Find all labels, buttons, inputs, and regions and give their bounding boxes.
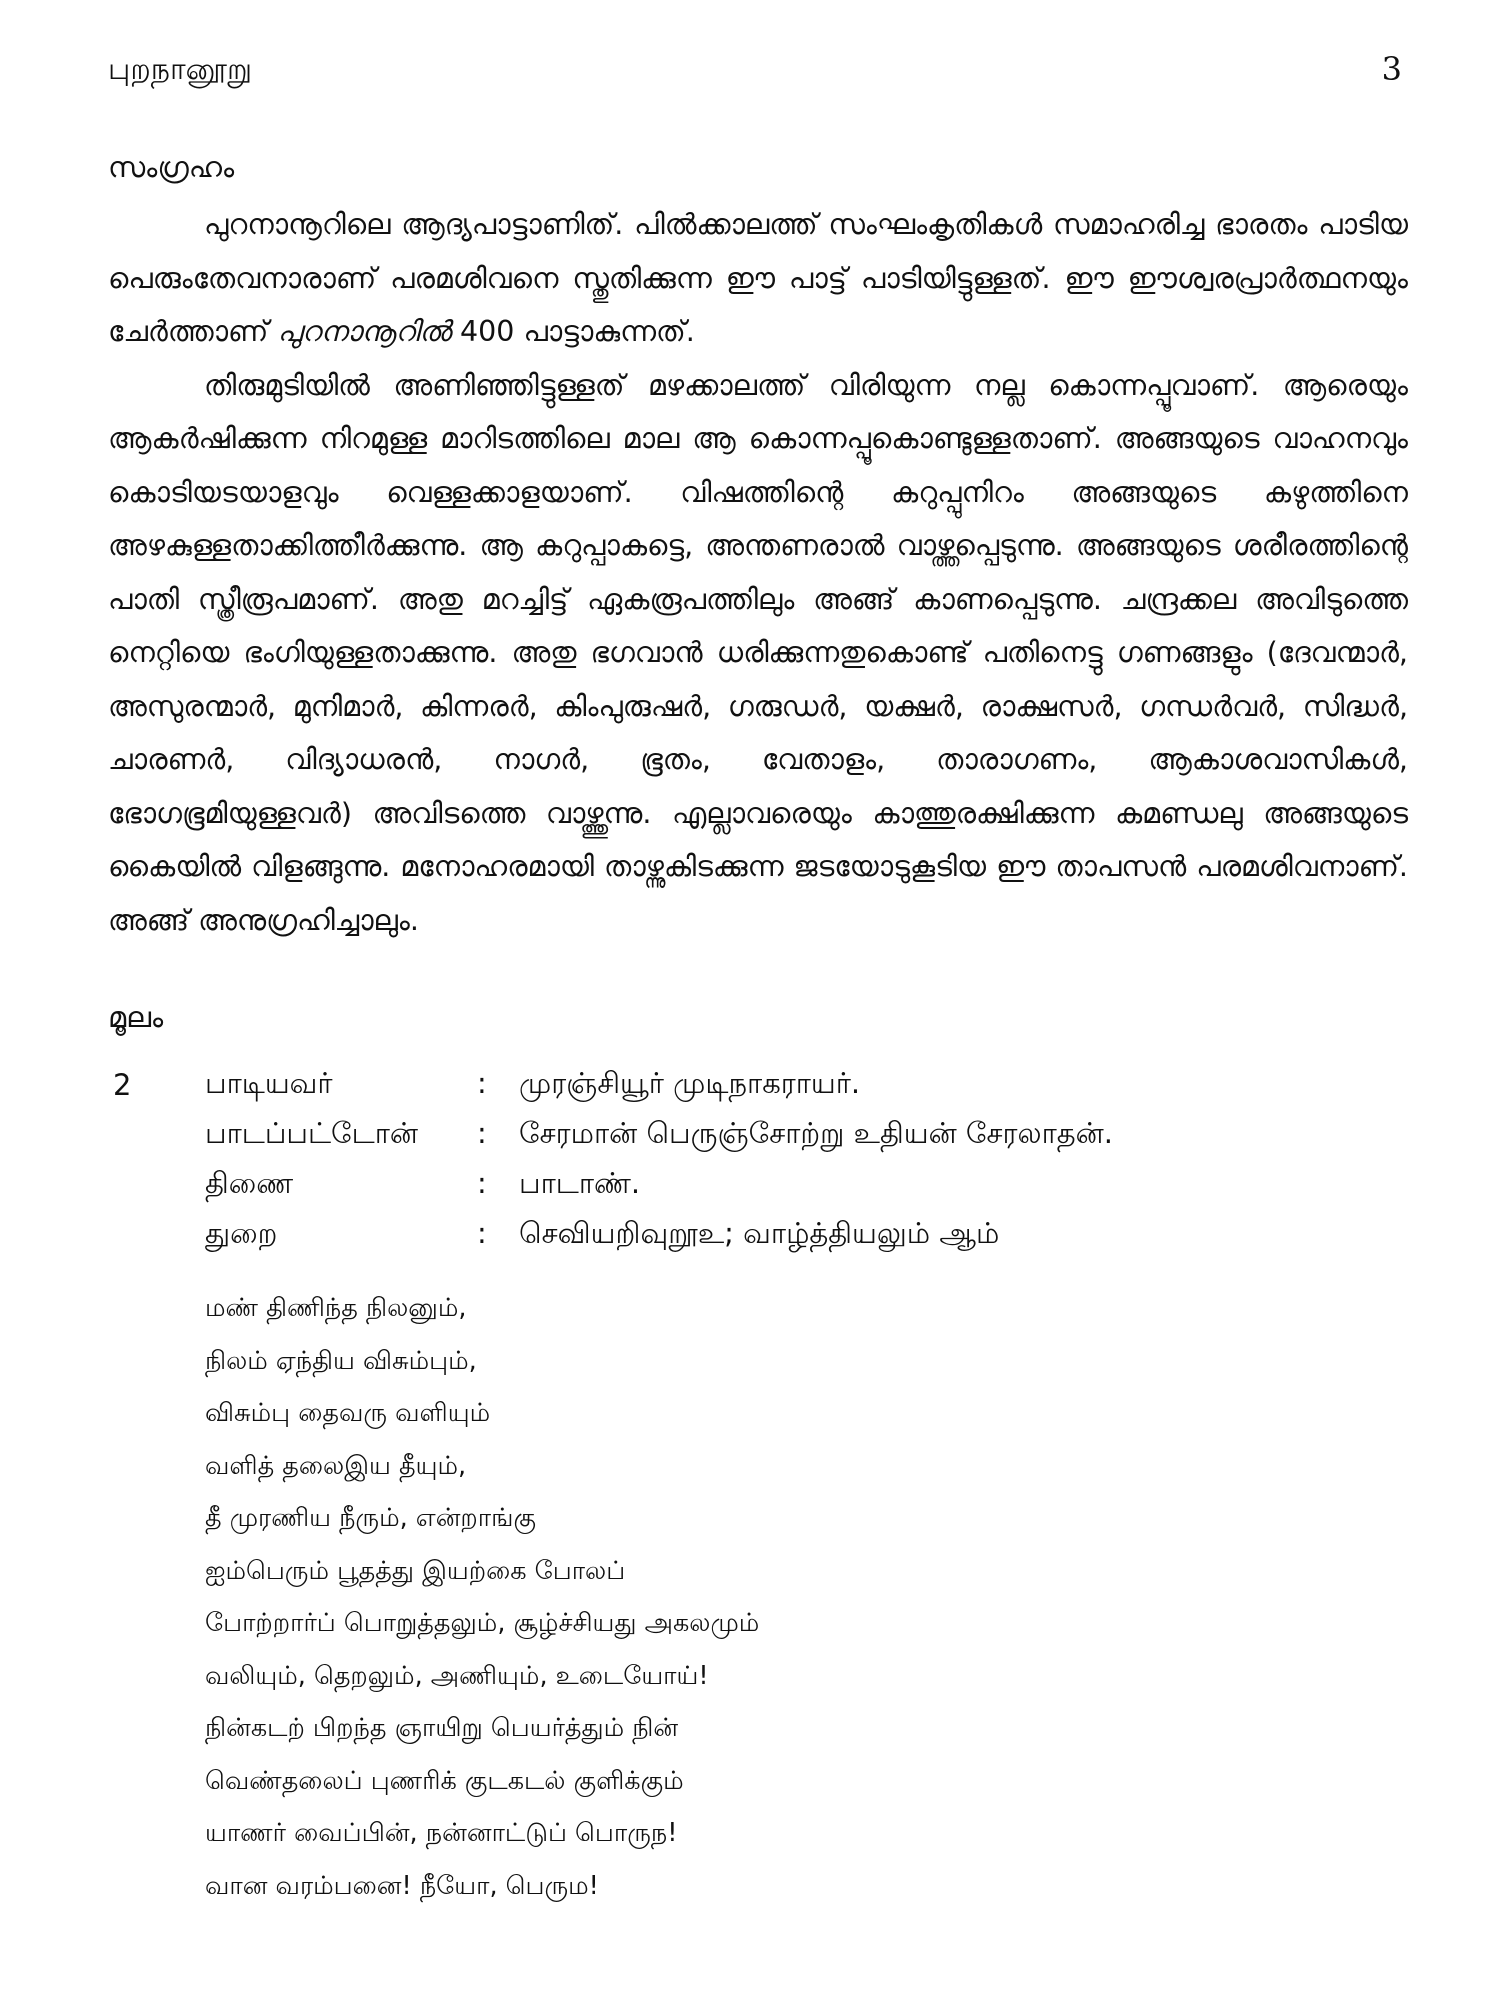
meta-separator: : xyxy=(477,1216,487,1250)
running-head: புறநானூறு xyxy=(108,52,253,87)
summary-p1-text-b: 400 പാട്ടാകുന്നത്. xyxy=(450,315,695,348)
page-number: 3 xyxy=(1381,50,1402,88)
poem-line: மண் திணிந்த நிலனும், xyxy=(205,1293,467,1323)
summary-p1-text-a: പുറനാനൂറിലെ ആദ്യപാട്ടാണിത്. പിൽക്കാലത്ത് സംഘംകൃതികൾ സമാഹരിച്ച ഭാരതം പാടിയ പെരുംതേവനാരാണ് പരമശിവനെ സ്തുതിക്കുന്ന ഈ പാട്ട് പാടിയിട്ടുള്ളത്. ഈ ഈശ്വരപ്രാർത്ഥനയും ചേർത്താണ് xyxy=(108,208,1408,348)
meta-row xyxy=(205,1216,1113,1266)
meta-separator: : xyxy=(477,1166,487,1200)
meta-row xyxy=(205,1166,1113,1216)
summary-heading: സംഗ്രഹം xyxy=(108,150,235,184)
meta-separator: : xyxy=(477,1116,487,1150)
summary-paragraph-1 xyxy=(108,198,1408,359)
summary-text xyxy=(108,198,1408,947)
meta-value: முரஞ்சியூர் முடிநாகராயர். xyxy=(519,1066,861,1100)
poem-line: வலியும், தெறலும், அணியும், உடையோய்! xyxy=(205,1660,709,1691)
meta-value: செவியறிவுறூஉ; வாழ்த்தியலும் ஆம் xyxy=(519,1216,1000,1250)
poem-line: வான வரம்பனை! நீயோ, பெரும! xyxy=(205,1870,599,1901)
poem-text xyxy=(205,1282,759,1912)
poem-line: நின்கடற் பிறந்த ஞாயிறு பெயர்த்தும் நின் xyxy=(205,1713,679,1743)
meta-key: துறை xyxy=(205,1216,278,1250)
poem-line: போற்றார்ப் பொறுத்தலும், சூழ்ச்சியது அகலமும் xyxy=(205,1608,760,1638)
meta-key: பாடப்பட்டோன் xyxy=(205,1116,418,1150)
summary-paragraph-2: തിരുമുടിയിൽ അണിഞ്ഞിട്ടുള്ളത് മഴക്കാലത്ത് വിരിയുന്ന നല്ല കൊന്നപ്പൂവാണ്. ആരെയും ആകർഷിക്കുന്ന നിറമുള്ള മാറിടത്തിലെ മാല ആ കൊന്നപ്പൂകൊണ്ടുള്ളതാണ്. അങ്ങയുടെ വാഹനവും കൊടിയടയാളവും വെള്ളക്കാളയാണ്. വിഷത്തിന്റെ കറുപ്പുനിറം അങ്ങയുടെ കഴുത്തിനെ അഴകുള്ളതാക്കിത്തീർക്കുന്നു. ആ കറുപ്പാകട്ടെ, അന്തണരാൽ വാഴ്ത്തപ്പെടുന്നു. അങ്ങയുടെ ശരീരത്തിന്റെ പാതി സ്ത്രീരൂപമാണ്. അതു മറച്ചിട്ട് ഏകരൂപത്തിലും അങ്ങ് കാണപ്പെടുന്നു. ചന്ദ്രക്കല അവിടുത്തെ നെറ്റിയെ ഭംഗിയുള്ളതാക്കുന്നു. അതു ഭഗവാൻ ധരിക്കുന്നതുകൊണ്ട് പതിനെട്ടു ഗണങ്ങളും (ദേവന്മാർ, അസുരന്മാർ, മുനിമാർ, കിന്നരർ, കിംപുരുഷർ, ഗരുഡർ, യക്ഷർ, രാക്ഷസർ, ഗന്ധർവർ, സിദ്ധർ, ചാരണർ, വിദ്യാധരൻ, നാഗർ, ഭൂതം, വേതാളം, താരാഗണം, ആകാശവാസികൾ, ഭോഗഭൂമിയുള്ളവർ) അവിടത്തെ വാഴ്ത്തുന്നു. എല്ലാവരെയും കാത്തുരക്ഷിക്കുന്ന കമണ്ഡലു അങ്ങയുടെ കൈയിൽ വിളങ്ങുന്നു. മനോഹരമായി താഴ്ന്നുകിടക്കുന്ന ജടയോടുകൂടിയ ഈ താപസൻ പരമശിവനാണ്. അങ്ങ് അനുഗ്രഹിച്ചാലും. xyxy=(108,368,1408,937)
poem-line: வளித் தலைஇய தீயும், xyxy=(205,1450,467,1481)
poem-line: ஐம்பெரும் பூதத்து இயற்கை போலப் xyxy=(205,1555,626,1586)
meta-separator: : xyxy=(477,1066,487,1100)
source-heading: മൂലം xyxy=(108,1000,164,1034)
meta-key: திணை xyxy=(205,1166,294,1200)
poem-line: விசும்பு தைவரு வளியும் xyxy=(205,1398,491,1428)
summary-p1-italic-title: പുറനാനൂറിൽ xyxy=(277,315,451,348)
poem-line: தீ முரணிய நீரும், என்றாங்கு xyxy=(205,1503,536,1533)
meta-value: பாடாண். xyxy=(519,1166,641,1200)
meta-key: பாடியவர் xyxy=(205,1066,333,1100)
poem-line: வெண்தலைப் புணரிக் குடகடல் குளிக்கும் xyxy=(205,1765,684,1796)
poem-line: நிலம் ஏந்திய விசும்பும், xyxy=(205,1345,477,1376)
poem-line: யாணர் வைப்பின், நன்னாட்டுப் பொருந! xyxy=(205,1818,678,1848)
poem-number: 2 xyxy=(113,1068,132,1102)
poem-metadata xyxy=(205,1066,1113,1266)
meta-row xyxy=(205,1066,1113,1116)
meta-row xyxy=(205,1116,1113,1166)
meta-value: சேரமான் பெருஞ்சோற்று உதியன் சேரலாதன். xyxy=(519,1116,1113,1150)
